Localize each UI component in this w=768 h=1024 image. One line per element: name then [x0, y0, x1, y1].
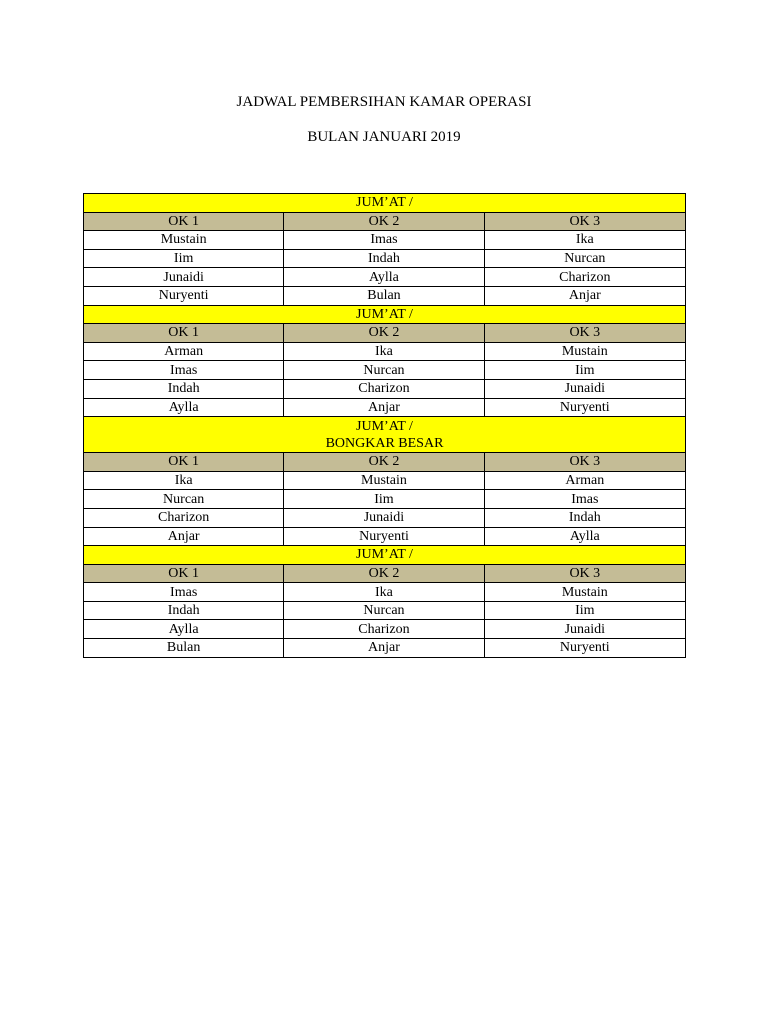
staff-name-cell: Anjar	[484, 286, 685, 305]
table-row	[84, 490, 686, 509]
column-header-ok-1: OK 1	[84, 212, 284, 231]
document-subtitle: BULAN JANUARI 2019	[307, 129, 461, 145]
schedule-body	[84, 194, 686, 658]
table-row	[84, 527, 686, 546]
table-row	[84, 620, 686, 639]
column-header-ok-1: OK 1	[84, 453, 284, 472]
week-day-row	[84, 417, 686, 453]
week-day-cell	[84, 194, 686, 213]
staff-name-cell: Junaidi	[484, 620, 685, 639]
staff-name-cell: Nuryenti	[284, 527, 484, 546]
column-header-ok-1: OK 1	[84, 324, 284, 343]
cleaning-schedule-table	[83, 193, 686, 658]
column-header-ok-2: OK 2	[284, 324, 484, 343]
column-header-ok-2: OK 2	[284, 212, 484, 231]
week-day-cell	[84, 417, 686, 453]
table-row	[84, 471, 686, 490]
column-header-ok-3: OK 3	[484, 212, 685, 231]
table-row	[84, 398, 686, 417]
staff-name-cell: Ika	[284, 342, 484, 361]
staff-name-cell: Nurcan	[84, 490, 284, 509]
column-header-row	[84, 324, 686, 343]
column-header-ok-3: OK 3	[484, 324, 685, 343]
staff-name-cell: Junaidi	[284, 508, 484, 527]
table-row	[84, 231, 686, 250]
column-header-row	[84, 212, 686, 231]
staff-name-cell: Aylla	[84, 620, 284, 639]
table-row	[84, 508, 686, 527]
staff-name-cell: Indah	[84, 379, 284, 398]
staff-name-cell: Ika	[284, 583, 484, 602]
staff-name-cell: Bulan	[84, 639, 284, 658]
table-row	[84, 639, 686, 658]
staff-name-cell: Bulan	[284, 286, 484, 305]
staff-name-cell: Junaidi	[84, 268, 284, 287]
staff-name-cell: Imas	[84, 583, 284, 602]
staff-name-cell: Imas	[84, 361, 284, 380]
week-day-label: JUM’AT /	[356, 418, 413, 434]
column-header-row	[84, 453, 686, 472]
table-row	[84, 286, 686, 305]
table-row	[84, 601, 686, 620]
staff-name-cell: Nuryenti	[484, 398, 685, 417]
table-row	[84, 249, 686, 268]
table-row	[84, 379, 686, 398]
staff-name-cell: Iim	[484, 361, 685, 380]
staff-name-cell: Indah	[84, 601, 284, 620]
week-day-label: JUM’AT /	[356, 195, 413, 211]
staff-name-cell: Aylla	[284, 268, 484, 287]
staff-name-cell: Imas	[484, 490, 685, 509]
staff-name-cell: Ika	[84, 471, 284, 490]
staff-name-cell: Nurcan	[484, 249, 685, 268]
staff-name-cell: Nuryenti	[84, 286, 284, 305]
table-row	[84, 583, 686, 602]
staff-name-cell: Nurcan	[284, 361, 484, 380]
week-day-row	[84, 194, 686, 213]
staff-name-cell: Mustain	[484, 583, 685, 602]
staff-name-cell: Mustain	[484, 342, 685, 361]
staff-name-cell: Iim	[284, 490, 484, 509]
staff-name-cell: Nurcan	[284, 601, 484, 620]
staff-name-cell: Indah	[484, 508, 685, 527]
table-row	[84, 361, 686, 380]
staff-name-cell: Charizon	[284, 379, 484, 398]
week-day-row	[84, 305, 686, 324]
staff-name-cell: Anjar	[284, 398, 484, 417]
staff-name-cell: Arman	[484, 471, 685, 490]
staff-name-cell: Mustain	[84, 231, 284, 250]
column-header-ok-2: OK 2	[284, 453, 484, 472]
staff-name-cell: Charizon	[284, 620, 484, 639]
week-day-row	[84, 546, 686, 565]
staff-name-cell: Aylla	[84, 398, 284, 417]
column-header-ok-1: OK 1	[84, 564, 284, 583]
staff-name-cell: Ika	[484, 231, 685, 250]
staff-name-cell: Aylla	[484, 527, 685, 546]
week-day-cell	[84, 305, 686, 324]
staff-name-cell: Nuryenti	[484, 639, 685, 658]
week-note: BONGKAR BESAR	[325, 435, 444, 451]
table-row	[84, 268, 686, 287]
staff-name-cell: Mustain	[284, 471, 484, 490]
staff-name-cell: Imas	[284, 231, 484, 250]
staff-name-cell: Iim	[484, 601, 685, 620]
table-row	[84, 342, 686, 361]
document-title: JADWAL PEMBERSIHAN KAMAR OPERASI	[236, 94, 532, 110]
staff-name-cell: Junaidi	[484, 379, 685, 398]
column-header-ok-3: OK 3	[484, 564, 685, 583]
week-day-label: JUM’AT /	[356, 547, 413, 563]
column-header-row	[84, 564, 686, 583]
week-day-cell	[84, 546, 686, 565]
staff-name-cell: Charizon	[484, 268, 685, 287]
staff-name-cell: Anjar	[84, 527, 284, 546]
column-header-ok-2: OK 2	[284, 564, 484, 583]
staff-name-cell: Indah	[284, 249, 484, 268]
staff-name-cell: Arman	[84, 342, 284, 361]
column-header-ok-3: OK 3	[484, 453, 685, 472]
staff-name-cell: Iim	[84, 249, 284, 268]
staff-name-cell: Charizon	[84, 508, 284, 527]
staff-name-cell: Anjar	[284, 639, 484, 658]
week-day-label: JUM’AT /	[356, 306, 413, 322]
